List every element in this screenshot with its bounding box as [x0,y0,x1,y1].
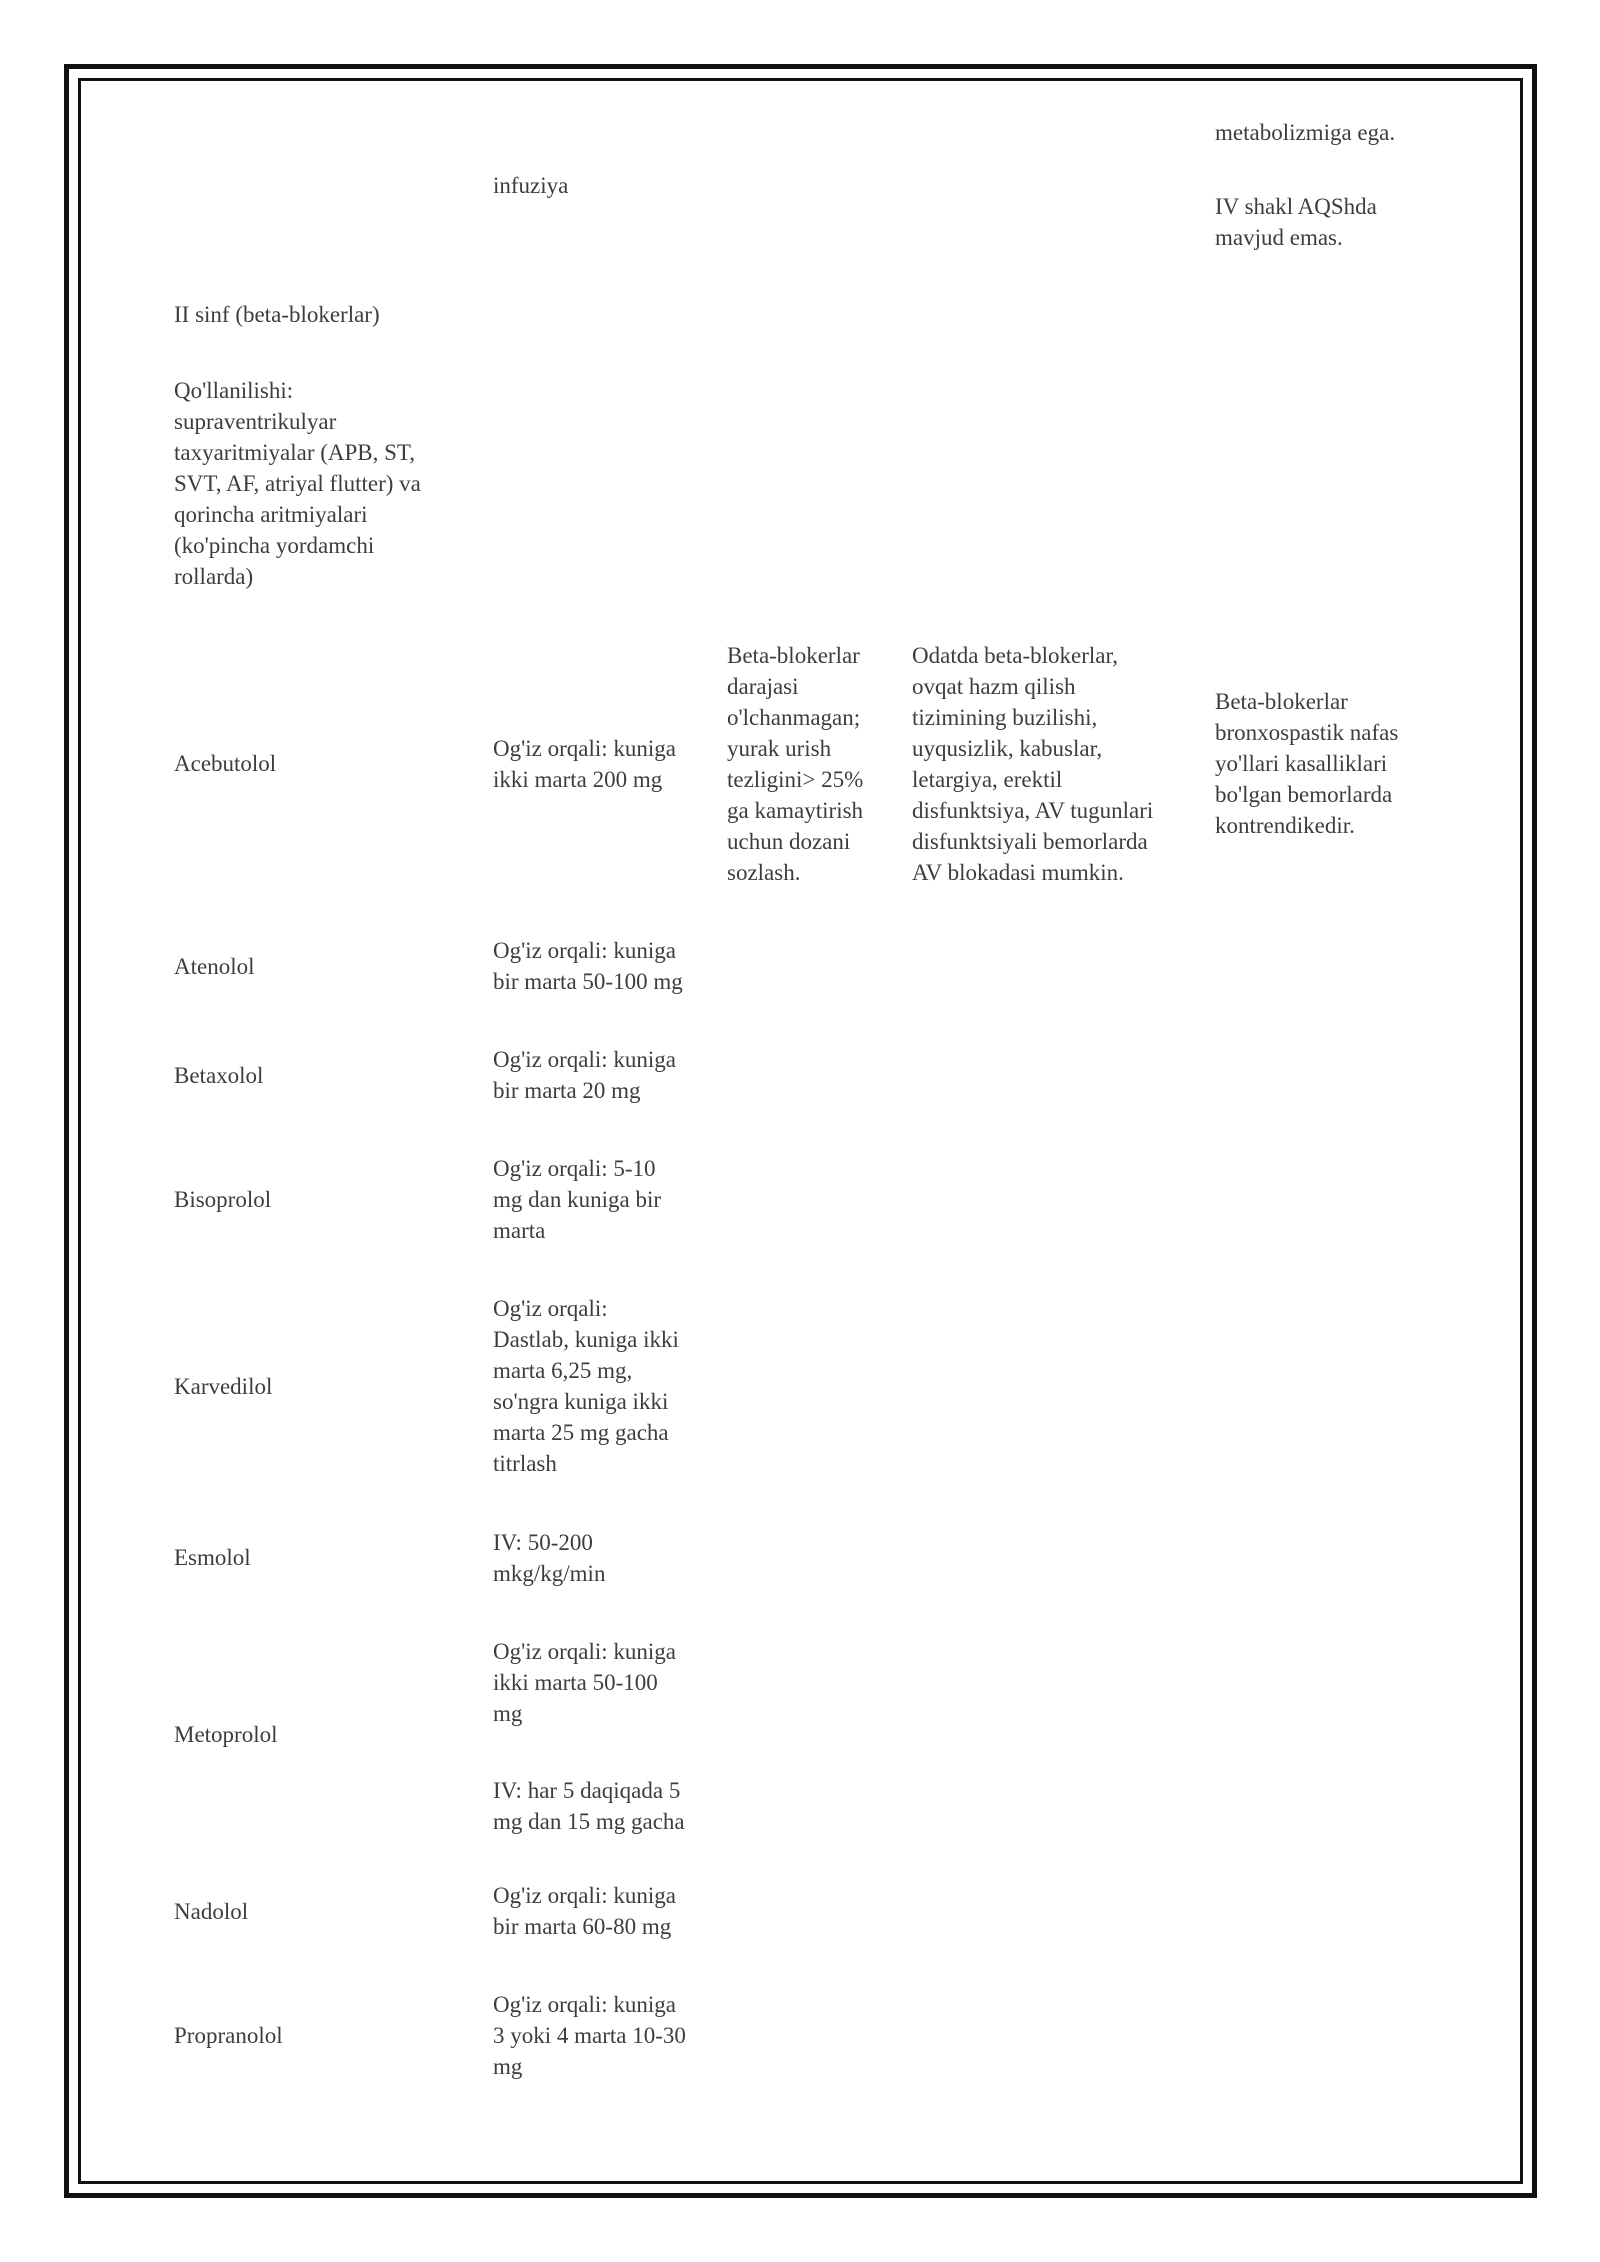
drug-dose: Og'iz orqali: kuniga bir marta 20 mg [493,1047,676,1103]
drug-name: Atenolol [174,954,255,979]
group-notes-cell: Beta-blokerlar bronxospastik nafas yo'llari kasalliklari bo'lgan bemorlarda kontrendikedir. [1215,689,1399,838]
group-adverse-effects-cell: Odatda beta-blokerlar, ovqat hazm qilish tizimining buzilishi, uyqusizlik, kabuslar, letargiya, erektil disfunktsiya, AV tugunlari disfunktsiyali bemorlarda AV blokadasi mumkin. [912,643,1154,885]
drug-name: Propranolol [174,2023,283,2048]
continued-notes-iv: IV shakl AQShda mavjud emas. [1215,194,1377,250]
drug-dose: Og'iz orqali: kuniga ikki marta 200 mg [493,736,676,792]
drug-dose: Og'iz orqali: kuniga 3 yoki 4 marta 10-30 mg [493,1992,686,2079]
drug-dose-iv: IV: har 5 daqiqada 5 mg dan 15 mg gacha [493,1778,685,1834]
drug-dose: Og'iz orqali: kuniga bir marta 60-80 mg [493,1883,676,1939]
drug-dose: IV: 50-200 mkg/kg/min [493,1530,606,1586]
section-usage: Qo'llanilishi: supraventrikulyar taxyaritmiyalar (APB, ST, SVT, AF, atriyal flutter) va qorincha aritmiyalari (ko'pincha yordamchi rollarda) [174,378,421,589]
drug-name: Esmolol [174,1545,251,1570]
section-title: II sinf (beta-blokerlar) [174,302,380,327]
drug-name: Metoprolol [174,1722,278,1747]
drug-name: Nadolol [174,1899,249,1924]
drug-name: Karvedilol [174,1374,273,1399]
drug-name: Acebutolol [174,751,277,776]
group-monitoring-cell: Beta-blokerlar darajasi o'lchanmagan; yurak urish tezligini> 25% ga kamaytirish uchun dozani sozlash. [727,643,864,885]
drug-dose: Og'iz orqali: 5-10 mg dan kuniga bir marta [493,1156,661,1243]
drug-dose: Og'iz orqali: kuniga ikki marta 50-100 mg [493,1639,676,1726]
drug-dose: Og'iz orqali: Dastlab, kuniga ikki marta 6,25 mg, so'ngra kuniga ikki marta 25 mg gacha titrlash [493,1296,679,1476]
drug-name: Bisoprolol [174,1187,272,1212]
drug-dose: Og'iz orqali: kuniga bir marta 50-100 mg [493,938,683,994]
continued-notes-metabolism: metabolizmiga ega. [1215,120,1396,145]
continued-infusion-text: infuziya [493,173,569,198]
drug-name: Betaxolol [174,1063,264,1088]
